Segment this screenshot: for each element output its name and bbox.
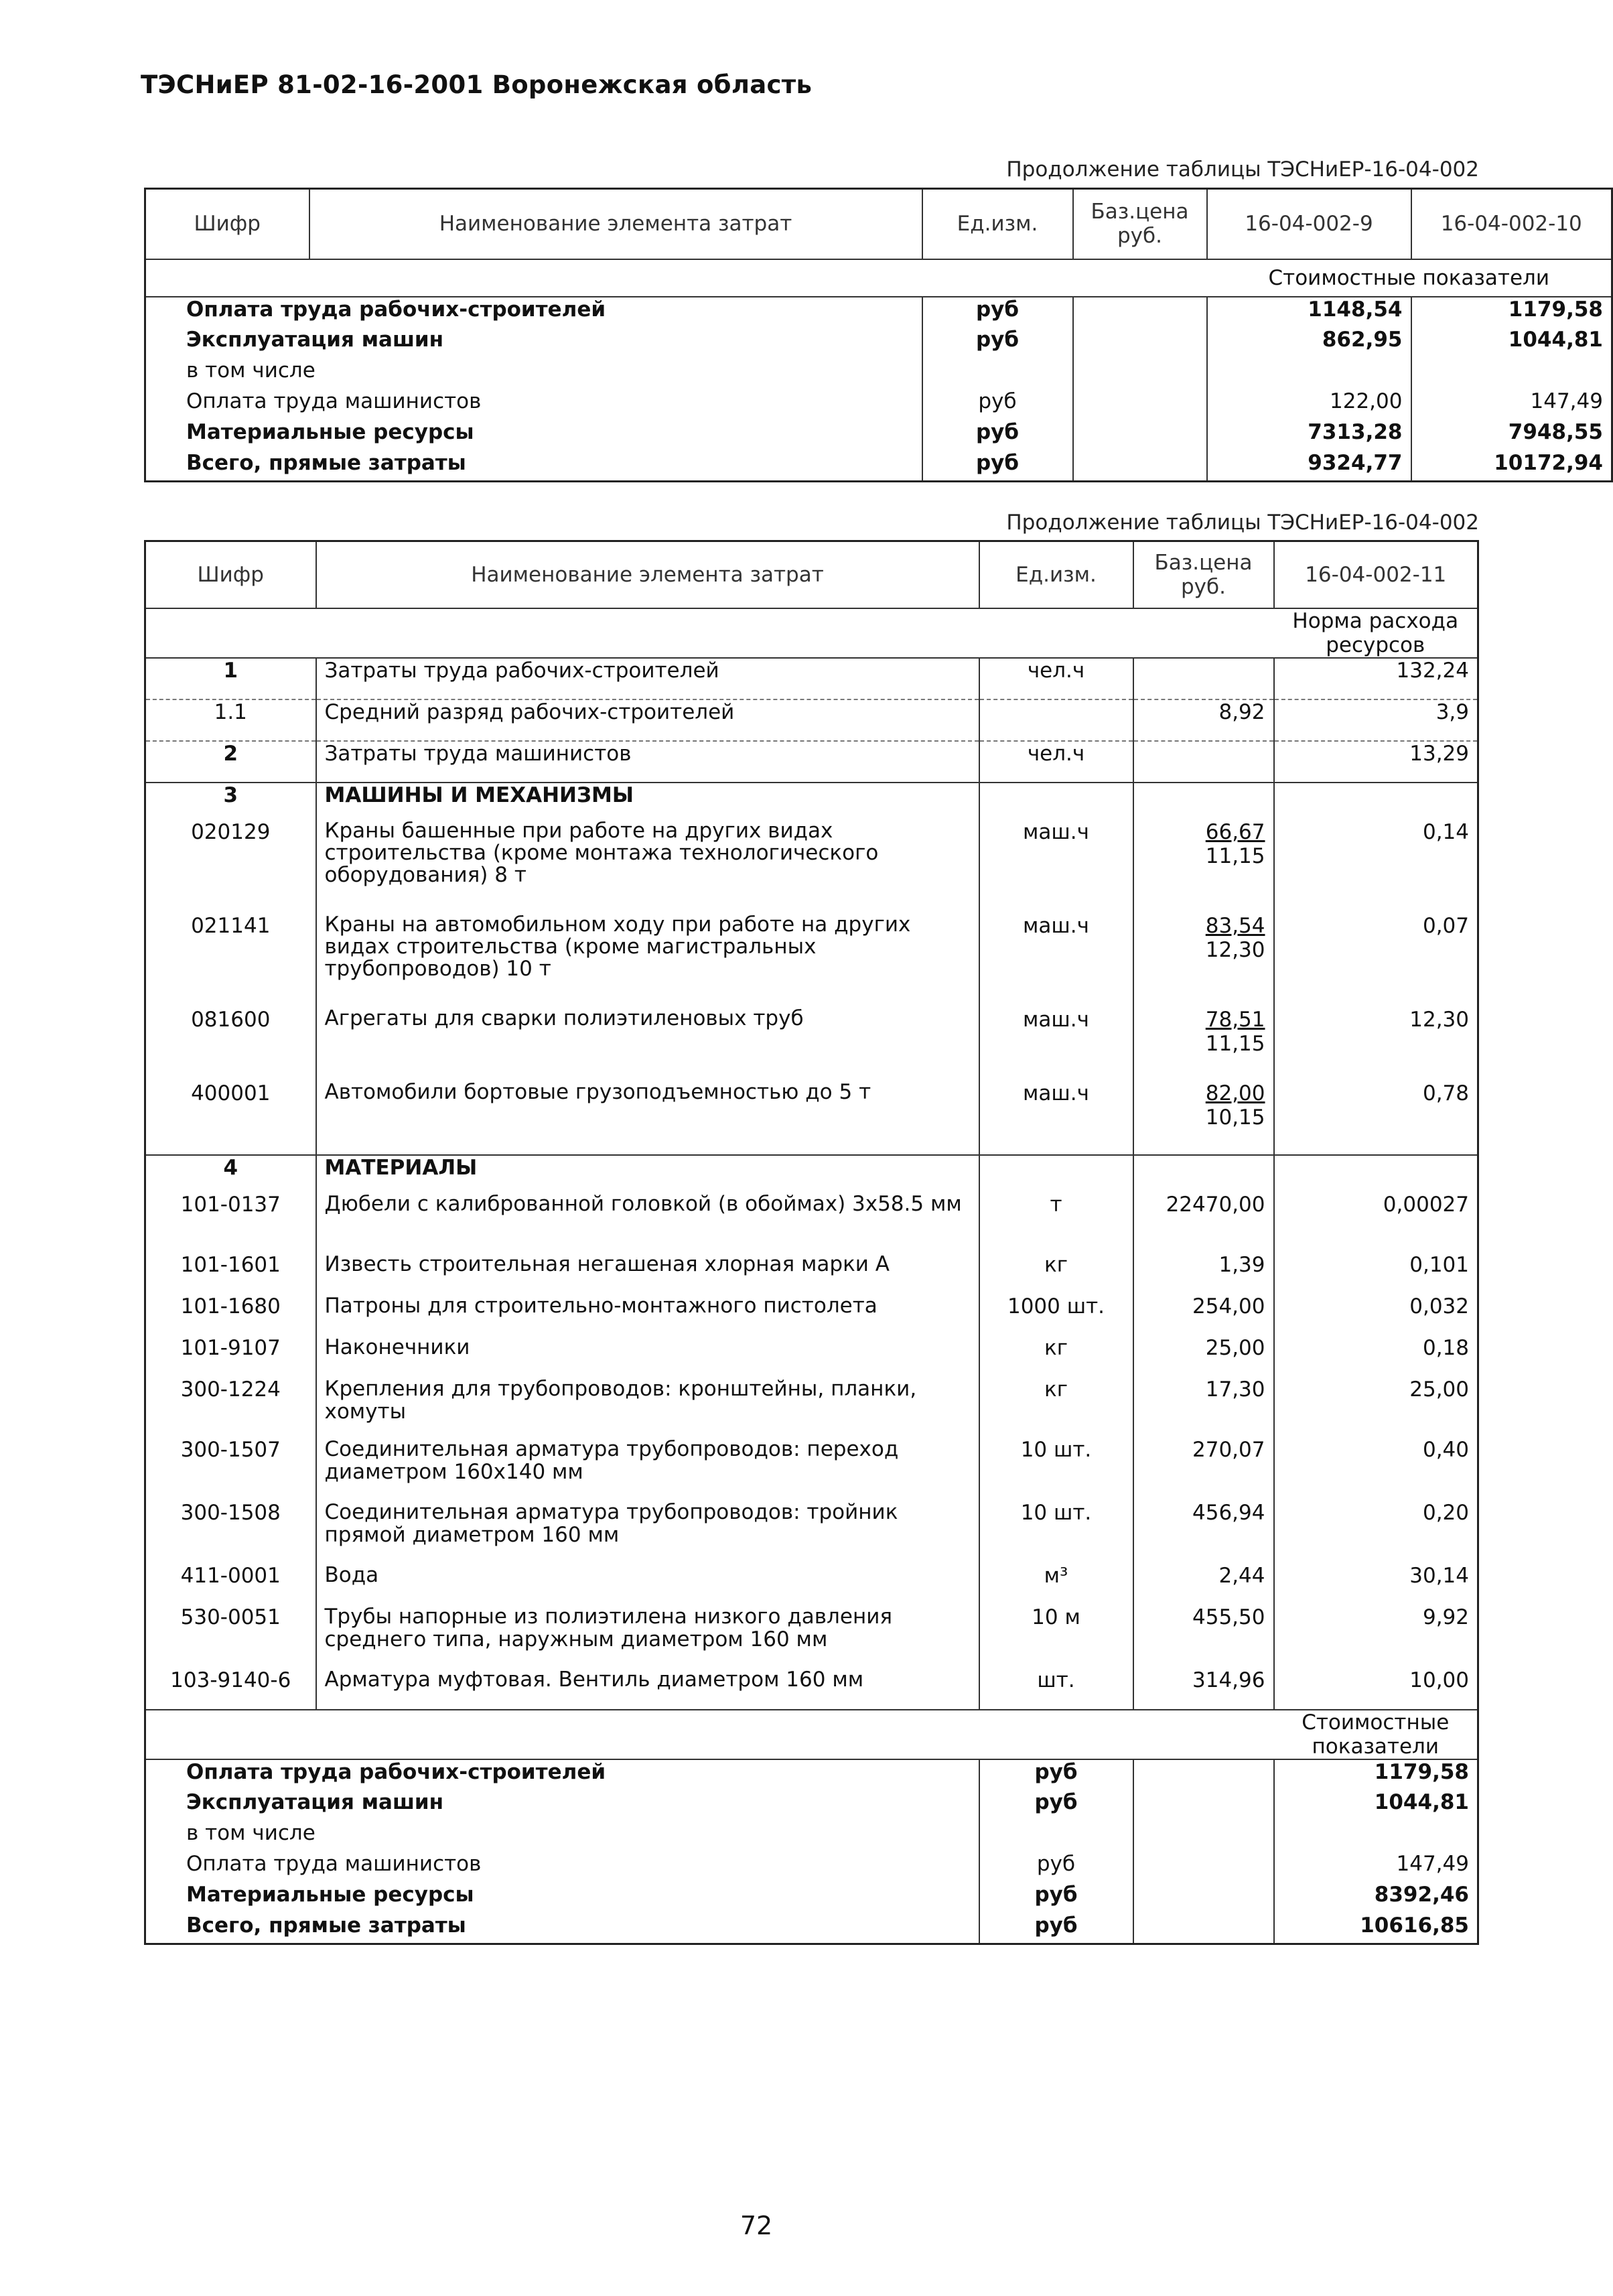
col-name: Наименование элемента затрат (316, 541, 979, 608)
table-row (145, 1501, 1478, 1564)
empty-cell (1133, 783, 1274, 820)
row-label: Трубы напорные из полиэтилена низкого давления среднего типа, наружным диаметром 160 мм (316, 1605, 979, 1668)
row-unit: шт. (979, 1668, 1133, 1710)
row-norm: 12,30 (1274, 1008, 1478, 1081)
row-unit: маш.ч (979, 1008, 1133, 1081)
empty-cell (1133, 1883, 1274, 1913)
row-value-16-04-002-10: 10172,94 (1411, 451, 1612, 482)
row-label: Наконечники (316, 1336, 979, 1377)
group-code: 4 (145, 1155, 316, 1193)
table-row (145, 1438, 1478, 1501)
table-row (145, 914, 1478, 1008)
row-price (1133, 658, 1274, 699)
row-code: 081600 (145, 1008, 316, 1081)
row-code: 101-1680 (145, 1294, 316, 1336)
price-base: 66,67 (1205, 819, 1265, 844)
row-value: 1179,58 (1274, 1759, 1478, 1790)
row-norm: 0,101 (1274, 1253, 1478, 1294)
table-row (145, 1294, 1478, 1336)
row-unit: маш.ч (979, 1081, 1133, 1155)
row-price: 254,00 (1133, 1294, 1274, 1336)
row-price (1133, 1008, 1274, 1081)
row-value (1274, 1821, 1478, 1852)
empty-cell (1133, 1790, 1274, 1821)
row-unit: 1000 шт. (979, 1294, 1133, 1336)
row-label: Патроны для строительно-монтажного пистолета (316, 1294, 979, 1336)
price-labor: 11,15 (1205, 843, 1265, 868)
row-norm: 13,29 (1274, 741, 1478, 783)
table-row (145, 451, 1612, 482)
row-label: Оплата труда рабочих-строителей (145, 297, 922, 328)
empty-cell (1073, 420, 1207, 451)
row-price (1133, 914, 1274, 1008)
table-row (145, 1852, 1478, 1883)
row-code: 1 (145, 658, 316, 699)
table-row (145, 1605, 1478, 1668)
table-row (145, 658, 1478, 699)
col-shifr: Шифр (145, 189, 309, 259)
col-shifr: Шифр (145, 541, 316, 608)
group-code: 3 (145, 783, 316, 820)
row-label: Краны башенные при работе на других видах строительства (кроме монтажа технологического оборудования) 8 т (316, 820, 979, 914)
row-unit: руб (922, 451, 1073, 482)
row-code: 1.1 (145, 699, 316, 741)
row-unit: руб (979, 1852, 1133, 1883)
row-code: 020129 (145, 820, 316, 914)
row-price (1133, 741, 1274, 783)
row-unit: 10 шт. (979, 1438, 1133, 1501)
row-unit: чел.ч (979, 741, 1133, 783)
row-code: 530-0051 (145, 1605, 316, 1668)
row-label: Дюбели с калиброванной головкой (в обоймах) 3х58.5 мм (316, 1193, 979, 1253)
row-label: Оплата труда машинистов (145, 1852, 979, 1883)
page-number: 72 (740, 2211, 773, 2240)
row-label: Затраты труда машинистов (316, 741, 979, 783)
row-price: 17,30 (1133, 1377, 1274, 1438)
row-unit (979, 1821, 1133, 1852)
row-price: 25,00 (1133, 1336, 1274, 1377)
row-label: Всего, прямые затраты (145, 451, 922, 482)
row-label: Вода (316, 1564, 979, 1605)
row-label: Соединительная арматура трубопроводов: переход диаметром 160х140 мм (316, 1438, 979, 1501)
empty-cell (145, 1710, 1274, 1759)
row-code: 021141 (145, 914, 316, 1008)
row-label: Соединительная арматура трубопроводов: тройник прямой диаметром 160 мм (316, 1501, 979, 1564)
row-price (1133, 820, 1274, 914)
empty-cell (979, 1155, 1133, 1193)
row-unit: 10 м (979, 1605, 1133, 1668)
row-norm: 0,18 (1274, 1336, 1478, 1377)
row-price: 22470,00 (1133, 1193, 1274, 1253)
row-code: 300-1508 (145, 1501, 316, 1564)
row-norm: 10,00 (1274, 1668, 1478, 1710)
empty-cell (1073, 328, 1207, 358)
row-unit: руб (979, 1759, 1133, 1790)
row-unit: кг (979, 1377, 1133, 1438)
row-value-16-04-002-10: 7948,55 (1411, 420, 1612, 451)
row-code: 300-1507 (145, 1438, 316, 1501)
row-value: 10616,85 (1274, 1913, 1478, 1944)
price-base: 78,51 (1205, 1007, 1265, 1032)
row-value-16-04-002-10 (1411, 358, 1612, 389)
table-row (145, 1668, 1478, 1710)
col-unit: Ед.изм. (922, 189, 1073, 259)
row-label: Материальные ресурсы (145, 1883, 979, 1913)
row-unit: руб (922, 297, 1073, 328)
section-row (145, 608, 1478, 658)
row-value: 147,49 (1274, 1852, 1478, 1883)
row-price: 270,07 (1133, 1438, 1274, 1501)
col-price: Баз.цена руб. (1073, 189, 1207, 259)
row-value-16-04-002-9: 1148,54 (1207, 297, 1411, 328)
price-labor: 11,15 (1205, 1031, 1265, 1056)
row-label: Арматура муфтовая. Вентиль диаметром 160 мм (316, 1668, 979, 1710)
empty-cell (1133, 1913, 1274, 1944)
section-title-cost: Стоимостные показатели (1274, 1710, 1478, 1759)
row-unit: т (979, 1193, 1133, 1253)
group-row (145, 1155, 1478, 1193)
col-16-04-002-11: 16-04-002-11 (1274, 541, 1478, 608)
col-unit: Ед.изм. (979, 541, 1133, 608)
row-label: Оплата труда машинистов (145, 389, 922, 420)
row-norm: 0,14 (1274, 820, 1478, 914)
row-code: 101-1601 (145, 1253, 316, 1294)
table-row (145, 1336, 1478, 1377)
row-norm: 0,032 (1274, 1294, 1478, 1336)
empty-cell (1073, 358, 1207, 389)
row-price: 1,39 (1133, 1253, 1274, 1294)
table2-body (145, 608, 1478, 1944)
empty-cell (1133, 1155, 1274, 1193)
table1-caption: Продолжение таблицы ТЭСНиЕР-16-04-002 (1006, 157, 1479, 182)
group-title-materials: МАТЕРИАЛЫ (316, 1155, 979, 1193)
table-row (145, 1913, 1478, 1944)
row-value: 1044,81 (1274, 1790, 1478, 1821)
row-code: 103-9140-6 (145, 1668, 316, 1710)
price-base: 83,54 (1205, 913, 1265, 938)
row-unit: м³ (979, 1564, 1133, 1605)
empty-cell (1274, 1155, 1478, 1193)
empty-cell (1073, 389, 1207, 420)
price-labor: 12,30 (1205, 937, 1265, 962)
row-label: в том числе (145, 358, 922, 389)
row-unit: руб (922, 389, 1073, 420)
row-label: Эксплуатация машин (145, 1790, 979, 1821)
row-value-16-04-002-9: 9324,77 (1207, 451, 1411, 482)
col-16-04-002-10: 16-04-002-10 (1411, 189, 1612, 259)
row-code: 411-0001 (145, 1564, 316, 1605)
row-norm: 0,20 (1274, 1501, 1478, 1564)
table1-section-title: Стоимостные показатели (1207, 259, 1612, 297)
row-label: Известь строительная негашеная хлорная марки А (316, 1253, 979, 1294)
group-row (145, 783, 1478, 820)
row-value-16-04-002-9 (1207, 358, 1411, 389)
row-unit: чел.ч (979, 658, 1133, 699)
row-label: Агрегаты для сварки полиэтиленовых труб (316, 1008, 979, 1081)
row-price: 314,96 (1133, 1668, 1274, 1710)
empty-cell (1274, 783, 1478, 820)
row-code: 101-9107 (145, 1336, 316, 1377)
table-row (145, 741, 1478, 783)
table1-body (145, 297, 1612, 482)
table-row (145, 1564, 1478, 1605)
row-label: Средний разряд рабочих-строителей (316, 699, 979, 741)
empty-cell (979, 783, 1133, 820)
table-row (145, 358, 1612, 389)
price-labor: 10,15 (1205, 1105, 1265, 1130)
row-norm: 3,9 (1274, 699, 1478, 741)
row-unit (922, 358, 1073, 389)
row-value: 8392,46 (1274, 1883, 1478, 1913)
row-unit: кг (979, 1253, 1133, 1294)
row-value-16-04-002-9: 7313,28 (1207, 420, 1411, 451)
table-row (145, 420, 1612, 451)
row-unit: маш.ч (979, 914, 1133, 1008)
table-row (145, 297, 1612, 328)
row-label: Автомобили бортовые грузоподъемностью до 5 т (316, 1081, 979, 1155)
table-row (145, 1008, 1478, 1081)
row-price: 8,92 (1133, 699, 1274, 741)
row-price: 2,44 (1133, 1564, 1274, 1605)
empty-cell (1133, 1852, 1274, 1883)
row-code: 400001 (145, 1081, 316, 1155)
row-value-16-04-002-10: 147,49 (1411, 389, 1612, 420)
row-label: Эксплуатация машин (145, 328, 922, 358)
row-norm: 25,00 (1274, 1377, 1478, 1438)
group-title-machines: МАШИНЫ И МЕХАНИЗМЫ (316, 783, 979, 820)
table-row (145, 699, 1478, 741)
table-row (145, 1193, 1478, 1253)
col-name: Наименование элемента затрат (309, 189, 922, 259)
table-row (145, 389, 1612, 420)
row-unit: 10 шт. (979, 1501, 1133, 1564)
row-norm: 132,24 (1274, 658, 1478, 699)
price-base: 82,00 (1205, 1081, 1265, 1105)
row-code: 101-0137 (145, 1193, 316, 1253)
table-row (145, 1081, 1478, 1155)
table-row (145, 1790, 1478, 1821)
empty-cell (145, 608, 1274, 658)
table-row (145, 328, 1612, 358)
table-row (145, 1821, 1478, 1852)
row-unit: маш.ч (979, 820, 1133, 914)
row-price: 455,50 (1133, 1605, 1274, 1668)
row-norm: 9,92 (1274, 1605, 1478, 1668)
table2-caption: Продолжение таблицы ТЭСНиЕР-16-04-002 (1006, 511, 1479, 535)
table-row (145, 1377, 1478, 1438)
row-price (1133, 1081, 1274, 1155)
row-norm: 0,40 (1274, 1438, 1478, 1501)
row-code: 300-1224 (145, 1377, 316, 1438)
table1 (144, 188, 1613, 482)
row-unit (979, 699, 1133, 741)
row-label: в том числе (145, 1821, 979, 1852)
row-unit: руб (979, 1913, 1133, 1944)
empty-cell (1073, 297, 1207, 328)
row-value-16-04-002-9: 862,95 (1207, 328, 1411, 358)
document-header: ТЭСНиЕР 81-02-16-2001 Воронежская область (141, 70, 813, 99)
row-value-16-04-002-10: 1179,58 (1411, 297, 1612, 328)
table-row (145, 820, 1478, 914)
row-code: 2 (145, 741, 316, 783)
row-label: Всего, прямые затраты (145, 1913, 979, 1944)
col-16-04-002-9: 16-04-002-9 (1207, 189, 1411, 259)
row-label: Затраты труда рабочих-строителей (316, 658, 979, 699)
row-norm: 0,00027 (1274, 1193, 1478, 1253)
empty-cell (1073, 451, 1207, 482)
row-label: Крепления для трубопроводов: кронштейны, планки, хомуты (316, 1377, 979, 1438)
row-price: 456,94 (1133, 1501, 1274, 1564)
table2 (144, 540, 1479, 1945)
row-value-16-04-002-9: 122,00 (1207, 389, 1411, 420)
table-row (145, 1883, 1478, 1913)
empty-cell (1133, 1759, 1274, 1790)
row-norm: 30,14 (1274, 1564, 1478, 1605)
row-norm: 0,07 (1274, 914, 1478, 1008)
table-row (145, 1759, 1478, 1790)
section-row (145, 1710, 1478, 1759)
row-value-16-04-002-10: 1044,81 (1411, 328, 1612, 358)
row-label: Оплата труда рабочих-строителей (145, 1759, 979, 1790)
empty-cell (1133, 1821, 1274, 1852)
row-unit: руб (922, 420, 1073, 451)
section-title-norm: Норма расхода ресурсов (1274, 608, 1478, 658)
row-unit: кг (979, 1336, 1133, 1377)
row-unit: руб (979, 1790, 1133, 1821)
table-row (145, 1253, 1478, 1294)
col-price: Баз.цена руб. (1133, 541, 1274, 608)
row-unit: руб (979, 1883, 1133, 1913)
row-unit: руб (922, 328, 1073, 358)
row-label: Материальные ресурсы (145, 420, 922, 451)
row-label: Краны на автомобильном ходу при работе на других видах строительства (кроме магистральных трубопроводов) 10 т (316, 914, 979, 1008)
row-norm: 0,78 (1274, 1081, 1478, 1155)
